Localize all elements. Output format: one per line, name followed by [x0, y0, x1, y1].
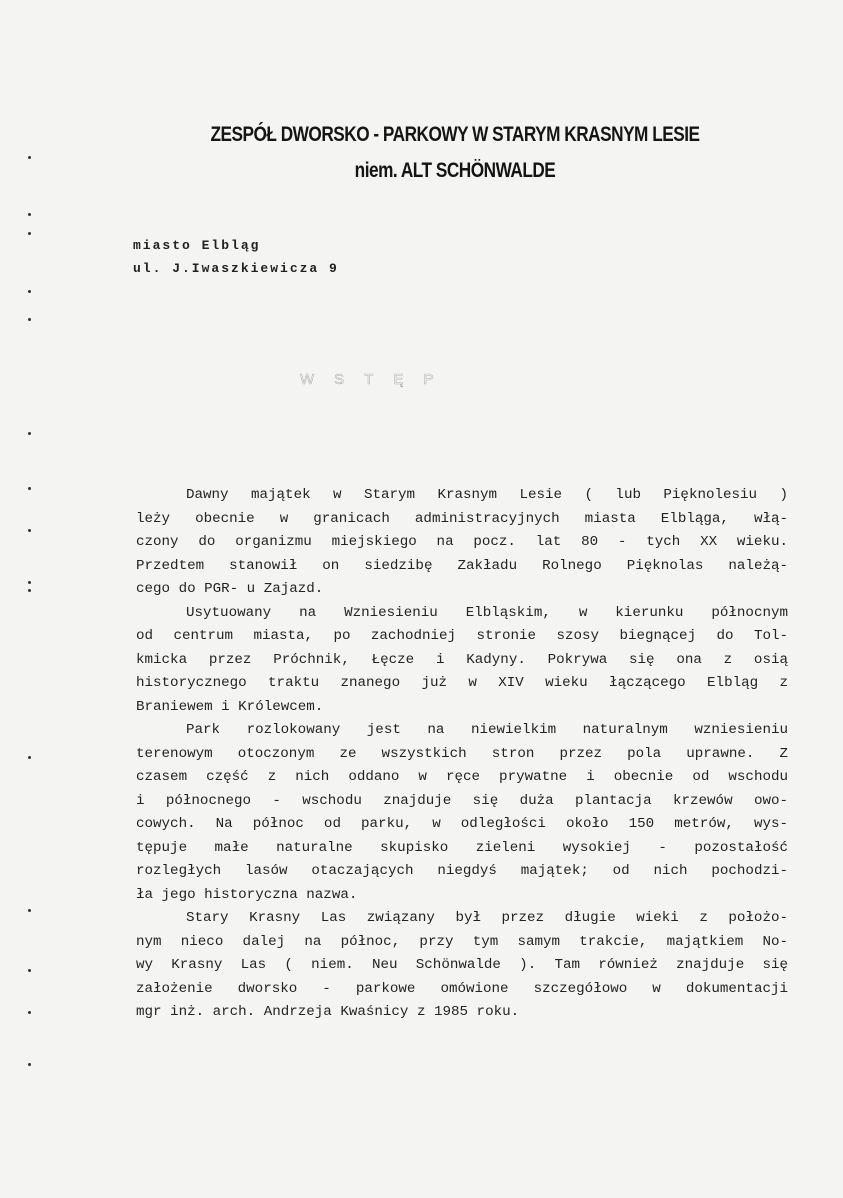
scan-speck	[28, 432, 31, 435]
text-line: Stary Krasny Las związany był przez długie wieki z położo-	[186, 910, 788, 926]
scan-speck	[28, 1011, 31, 1014]
text-line: tępuje małe naturalne skupisko zieleni wysokiej - pozostałość	[136, 839, 788, 856]
scan-speck	[28, 290, 31, 293]
scan-speck	[28, 213, 31, 216]
text-line: Przedtem stanowił on siedzibę Zakładu Rolnego Pięknolas należą-	[136, 557, 788, 574]
body-text	[136, 484, 788, 1025]
text-line: cowych. Na północ od parku, w odległości około 150 metrów, wys-	[136, 816, 788, 832]
text-line: i północnego - wschodu znajduje się duża plantacja krzewów owo-	[136, 792, 788, 809]
document-title: ZESPÓŁ DWORSKO - PARKOWY W STARYM KRASNYM LESIE	[210, 123, 700, 146]
text-line: założenie dworsko - parkowe omówione szczegółowo w dokumentacji	[136, 980, 788, 997]
text-line: mgr inż. arch. Andrzeja Kwaśnicy z 1985 roku.	[136, 1004, 520, 1020]
text-line: Park rozlokowany jest na niewielkim naturalnym wzniesieniu	[186, 722, 788, 738]
scan-speck	[28, 487, 31, 490]
text-line: rozległych lasów otaczających niegdyś majątek; od nich pochodzi-	[136, 863, 788, 879]
scan-speck	[28, 756, 31, 759]
text-line: terenowym otoczonym ze wszystkich stron przez pola uprawne. Z	[136, 745, 788, 762]
section-heading: WSTĘP	[300, 371, 454, 388]
scan-speck	[28, 969, 31, 972]
text-line: czasem część z nich oddano w ręce prywatne i obecnie od wschodu	[136, 769, 788, 785]
document-subtitle: niem. ALT SCHÖNWALDE	[354, 159, 556, 182]
text-line: cego do PGR- u Zajazd.	[136, 581, 324, 597]
scan-speck	[28, 909, 31, 912]
text-line: historycznego traktu znanego już w XIV wieku łączącego Elbląg z	[136, 675, 788, 691]
scan-speck	[28, 232, 31, 235]
text-line: Dawny majątek w Starym Krasnym Lesie ( lub Pięknolesiu )	[186, 487, 788, 503]
scan-speck	[28, 318, 31, 321]
text-line: wy Krasny Las ( niem. Neu Schönwalde ). Tam również znajduje się	[136, 957, 788, 973]
address-street: ul. J.Iwaszkiewicza 9	[133, 261, 339, 276]
text-line: Usytuowany na Wzniesieniu Elbląskim, w kierunku północnym	[186, 604, 788, 621]
scan-speck	[28, 589, 31, 592]
address-city: miasto Elbląg	[133, 238, 261, 253]
text-line: ła jego historyczna nazwa.	[136, 886, 358, 903]
scan-speck	[28, 1063, 31, 1066]
text-line: Braniewem i Królewcem.	[136, 698, 324, 715]
scan-speck	[28, 156, 31, 159]
scan-speck	[28, 529, 31, 532]
text-line: leży obecnie w granicach administracyjnych miasta Elbląga, włą-	[136, 510, 788, 527]
scan-speck	[28, 581, 31, 584]
text-line: nym nieco dalej na północ, przy tym samym trakcie, majątkiem No-	[136, 933, 788, 950]
text-line: od centrum miasta, po zachodniej stronie szosy biegnącej do Tol-	[136, 628, 788, 644]
text-line: czony do organizmu miejskiego na pocz. lat 80 - tych XX wieku.	[136, 534, 788, 550]
text-line: kmicka przez Próchnik, Łęcze i Kadyny. Pokrywa się ona z osią	[136, 651, 788, 668]
